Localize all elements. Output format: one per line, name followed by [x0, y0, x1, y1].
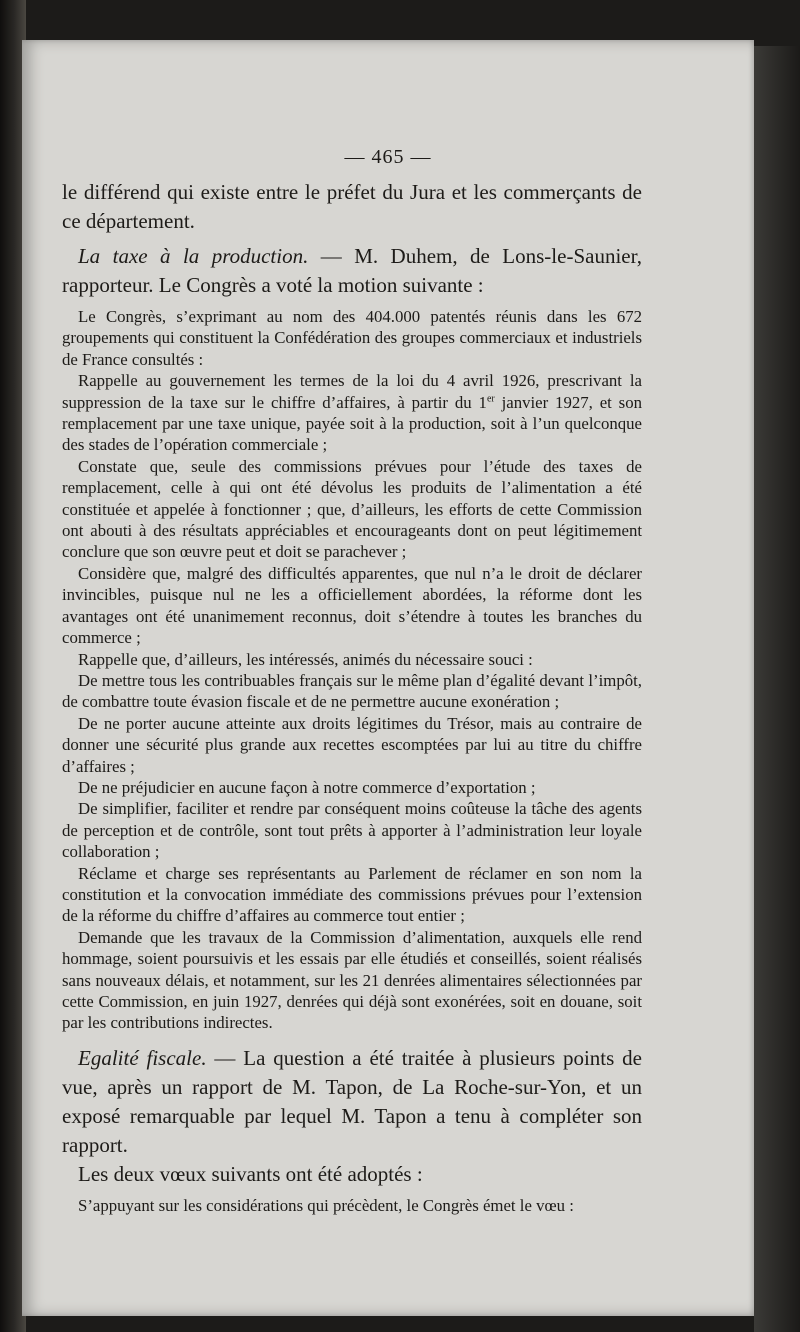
motion-constate: Constate que, seule des commissions prévues pour l’étude des taxes de remplacement, celle à qui ont été dévolus les produits de l’alimentation a été constituée et appelée à fonctionner ; que, d’ailleurs, les efforts de cette Commission ont abouti à des résultats appréciables et encourageants dont on peut légitimement conclure que son œuvre peut et doit se parachever ;: [62, 456, 642, 562]
motion-reclame: Réclame et charge ses représentants au Parlement de réclamer en son nom la constitution et la convocation immédiate des commissions prévues pour l’extension de la réforme du chiffre d’affaires au commerce tout entier ;: [62, 863, 642, 926]
motion-rappelle-souci: Rappelle que, d’ailleurs, les intéressés, animés du nécessaire souci :: [78, 649, 533, 669]
motion-considere: Considère que, malgré des difficultés apparentes, que nul n’a le droit de déclarer invincibles, puisque nul ne les a officiellement abordées, la réforme dont les avantages ont été unanimement reconnus, doit s’étendre à toutes les branches du commerce ;: [62, 563, 642, 648]
motion: [62, 306, 642, 1034]
adopted-line: Les deux vœux suivants ont été adoptés :: [78, 1161, 423, 1186]
section-title: La taxe à la production.: [78, 244, 309, 268]
motion-preamble: Le Congrès, s’exprimant au nom des 404.000 patentés réunis dans les 672 groupements qui constituent la Confédération des groupes commerciaux et industriels de France consultés :: [62, 307, 642, 369]
page-number: — 465 —: [344, 146, 432, 168]
rappelle-text-a: Rappelle au gouvernement les termes de la loi du 4 avril 1926, prescrivant la suppression de la taxe sur le chiffre d’affaires, à partir du 1: [62, 371, 642, 412]
section-intro: — M. Duhem, de Lons-le-Saunier, rapporteur. Le Congrès a voté la motion suivante :: [62, 244, 643, 297]
motion-item: De ne préjudicier en aucune façon à notre commerce d’exportation ;: [78, 777, 536, 797]
motion-demande: Demande que les travaux de la Commission d’alimentation, auxquels elle rend hommage, soient poursuivis et les essais par elle étudiés et conseillés, soient réalisés sans nouveaux délais, et notamment, sur les 21 denrées alimentaires sélectionnées par cette Commission, en juin 1927, denrées qui déjà sont exonérées, soit en douane, soit par les contributions indirectes.: [62, 927, 642, 1033]
motion-item: De simplifier, faciliter et rendre par conséquent moins coûteuse la tâche des agents de perception et de contrôle, sont tout prêts à apporter à l’administration leur loyale collaboration ;: [62, 799, 642, 862]
section-intro: — La question a été traitée à plusieurs points de vue, après un rapport de M. Tapon, de La Roche-sur-Yon, et un exposé remarquable par lequel M. Tapon a tenu à compléter son rapport.: [62, 1045, 642, 1157]
motion-item: De mettre tous les contribuables français sur le même plan d’égalité devant l’impôt, de combattre toute évasion fiscale et de ne permettre aucune exonération ;: [62, 670, 642, 712]
closing-paragraph: S’appuyant sur les considérations qui précèdent, le Congrès émet le vœu :: [78, 1195, 574, 1215]
rappelle-text-b: janvier 1927, et son remplacement par une taxe unique, payée soit à la production, soit à l’un quelconque des stades de l’opération commerciale ;: [62, 392, 642, 455]
section-egalite-fiscale: [62, 1044, 642, 1160]
section-title: Egalité fiscale.: [78, 1045, 207, 1070]
ordinal-sup: er: [486, 393, 495, 405]
page-text: [62, 178, 642, 1216]
section-taxe-production: [62, 242, 642, 300]
motion-rappelle: [62, 370, 642, 456]
motion-item: De ne porter aucune atteinte aux droits légitimes du Trésor, mais au contraire de donner une sécurité plus grande aux recettes escomptées par lui au titre du chiffre d’affaires ;: [62, 713, 642, 776]
page-edge-shadow: [754, 46, 800, 1332]
top-paragraph: le différend qui existe entre le préfet du Jura et les commerçants de ce département.: [62, 180, 642, 233]
